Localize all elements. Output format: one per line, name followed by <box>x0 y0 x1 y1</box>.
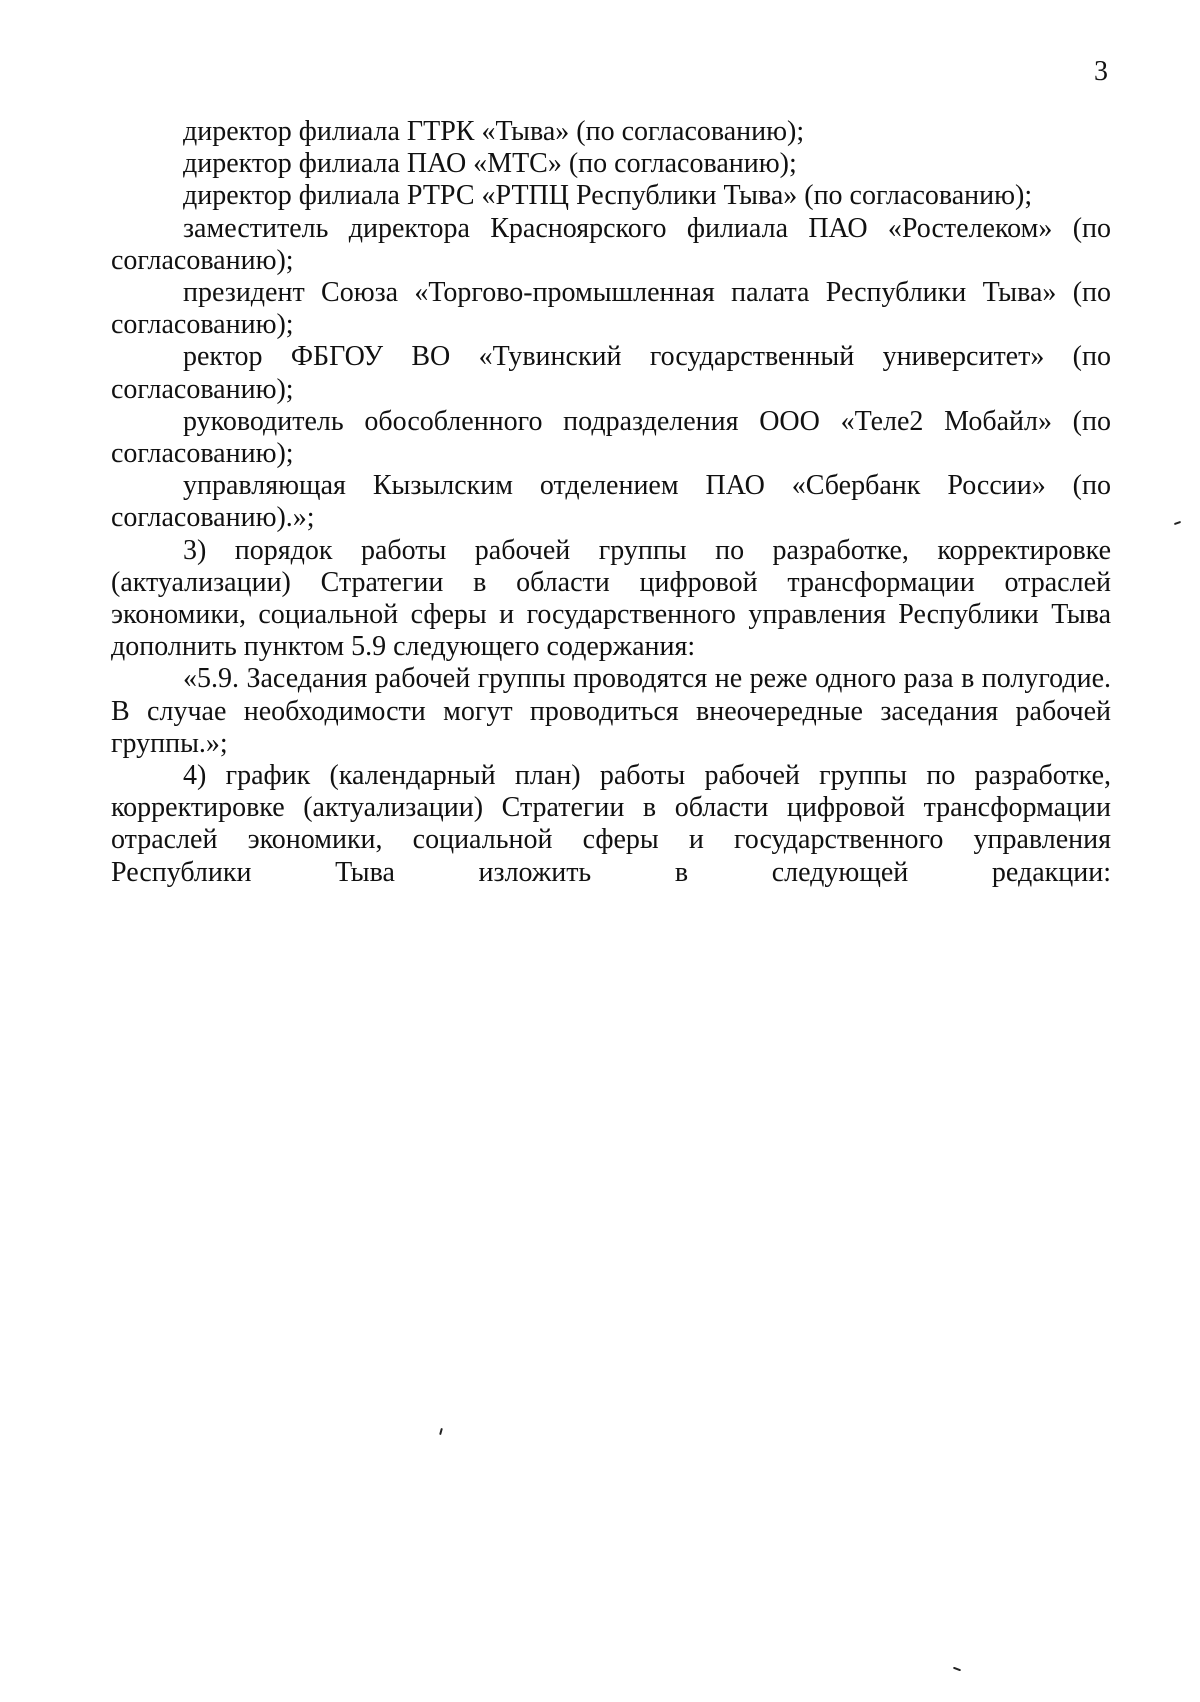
scan-speck <box>1174 521 1181 525</box>
paragraph-sberbank-manager: управляющая Кызылским отделением ПАО «Сбербанк России» (по согласованию).»; <box>111 470 1111 534</box>
document-body <box>111 116 1111 889</box>
paragraph-rtrs-director: директор филиала РТРС «РТПЦ Республики Тыва» (по согласованию); <box>183 180 1033 212</box>
scan-speck <box>439 1428 443 1435</box>
paragraph-item-3: 3) порядок работы рабочей группы по разработке, корректировке (актуализации) Стратегии в области цифровой трансформации отраслей экономики, социальной сферы и государственного управления Республики Тыва дополнить пунктом 5.9 следующего содержания: <box>111 534 1111 663</box>
paragraph-university-rector: ректор ФБГОУ ВО «Тувинский государственный университет» (по согласованию); <box>111 341 1111 405</box>
paragraph-mts-director: директор филиала ПАО «МТС» (по согласованию); <box>183 148 797 180</box>
paragraph-gtrk-director: директор филиала ГТРК «Тыва» (по согласованию); <box>183 116 805 147</box>
paragraph-tele2-head: руководитель обособленного подразделения ООО «Теле2 Мобайл» (по согласованию); <box>111 405 1111 470</box>
paragraph-chamber-president: президент Союза «Торгово-промышленная палата Республики Тыва» (по согласованию); <box>111 277 1111 341</box>
scan-speck <box>953 1667 961 1672</box>
paragraph-item-5-9: «5.9. Заседания рабочей группы проводятся не реже одного раза в полугодие. В случае необходимости могут проводиться внеочередные заседания рабочей группы.»; <box>111 663 1111 759</box>
paragraph-item-4: 4) график (календарный план) работы рабочей группы по разработке, корректировке (актуализации) Стратегии в области цифровой трансформации отраслей экономики, социальной сферы и государственного управления Республики Тыва изложить в следующей редакции: <box>111 760 1111 888</box>
page-number: 3 <box>1094 56 1108 87</box>
paragraph-rostelecom-deputy: заместитель директора Красноярского филиала ПАО «Ростелеком» (по согласованию); <box>111 212 1111 276</box>
